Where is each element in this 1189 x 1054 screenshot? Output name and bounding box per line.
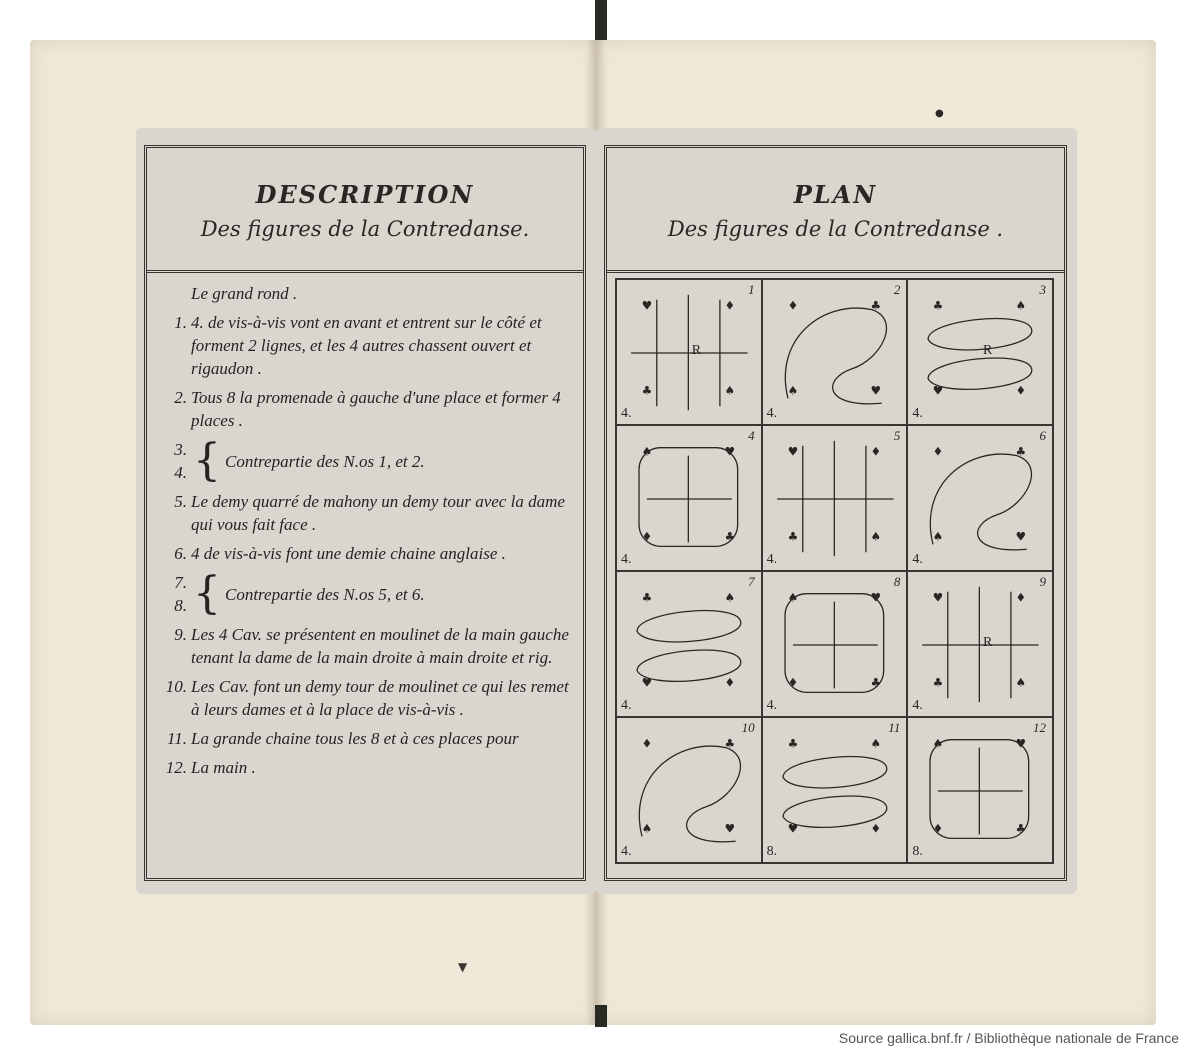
figure-diagram xyxy=(908,718,1052,862)
description-item xyxy=(159,727,575,750)
description-item-number: 10. xyxy=(165,677,187,696)
description-item xyxy=(159,490,575,536)
figure-grid xyxy=(615,278,1054,864)
dancer-marker-icon: ♣ xyxy=(1015,444,1027,459)
dancer-marker-icon: ♣ xyxy=(932,675,944,690)
path-loop xyxy=(928,319,1032,350)
figure-diagram xyxy=(763,280,907,424)
figure-dancer-count: 4. xyxy=(621,406,632,421)
dancer-marker-icon: ♠ xyxy=(787,590,798,605)
description-item-number: 6. xyxy=(174,544,187,563)
figure-dancer-count: 8. xyxy=(766,844,778,859)
dancer-marker-icon: ♥ xyxy=(870,383,881,398)
dancer-marker-icon: ♦ xyxy=(1015,383,1027,398)
dancer-marker-icon: ♥ xyxy=(870,590,881,605)
dancer-marker-icon: ♣ xyxy=(724,736,736,751)
description-subtitle: Des figures de la Contredanse. xyxy=(200,217,530,241)
path-loop xyxy=(783,757,887,788)
description-item-number: 11. xyxy=(167,729,187,748)
figure-number: 1 xyxy=(748,282,755,297)
dancer-marker-icon: ♣ xyxy=(932,298,944,313)
description-item-number: 7. xyxy=(174,573,187,592)
figure-number: 7 xyxy=(748,574,755,589)
figure-number: 9 xyxy=(1039,574,1046,589)
description-header xyxy=(147,148,583,273)
dancer-marker-icon: ♣ xyxy=(1015,821,1027,836)
dancer-marker-icon: ♣ xyxy=(641,383,653,398)
dancer-marker-icon: ♥ xyxy=(1015,529,1027,544)
figure-dancer-count: 4. xyxy=(621,698,632,713)
description-item-numbers xyxy=(159,438,189,484)
description-item xyxy=(159,542,575,565)
brace-icon: { xyxy=(193,435,221,486)
dancer-marker-icon: ♠ xyxy=(641,821,653,836)
dancer-marker-icon: ♠ xyxy=(1015,675,1027,690)
dancer-marker-icon: ♣ xyxy=(641,590,653,605)
ink-dot-ornament: ● xyxy=(935,108,944,119)
description-list xyxy=(159,282,575,785)
figure-cell xyxy=(907,425,1053,571)
figure-number: 10 xyxy=(741,720,755,735)
description-item-text: Les 4 Cav. se présentent en moulinet de la main gauche tenant la dame de la main droite à main droite et rig. xyxy=(191,625,569,667)
description-frame xyxy=(144,145,586,881)
figure-number: 2 xyxy=(893,282,901,297)
dancer-marker-icon: ♠ xyxy=(870,736,881,751)
description-item-text: Le grand rond . xyxy=(191,284,298,303)
dancer-marker-icon: ♠ xyxy=(932,529,944,544)
description-item xyxy=(159,311,575,380)
dancer-marker-icon: ♦ xyxy=(724,298,736,313)
figure-cell xyxy=(762,425,908,571)
dancer-marker-icon: ♣ xyxy=(787,529,798,544)
figure-dancer-count: 4. xyxy=(621,552,632,567)
description-item-text: Contrepartie des N.os 5, et 6. xyxy=(225,584,425,604)
figure-dancer-count: 4. xyxy=(912,698,923,713)
dancer-marker-icon: ♠ xyxy=(724,590,736,605)
dancer-marker-icon: ♦ xyxy=(787,675,798,690)
figure-cell xyxy=(616,279,762,425)
dancer-marker-icon: ♦ xyxy=(787,298,798,313)
dancer-marker-icon: ♥ xyxy=(932,383,944,398)
figure-cell xyxy=(907,279,1053,425)
path-loop xyxy=(637,611,741,642)
description-item-number: 5. xyxy=(174,492,187,511)
dancer-marker-icon: ♦ xyxy=(641,529,653,544)
description-title: DESCRIPTION xyxy=(255,180,475,209)
figure-label: R xyxy=(691,343,702,359)
figure-dancer-count: 4. xyxy=(621,844,632,859)
figure-number: 11 xyxy=(888,720,901,735)
dancer-marker-icon: ♦ xyxy=(1015,590,1027,605)
dancer-marker-icon: ♥ xyxy=(787,444,798,459)
dancer-marker-icon: ♦ xyxy=(870,444,881,459)
bookmark-ribbon-bottom xyxy=(595,1005,607,1027)
description-item-brace xyxy=(159,435,575,486)
description-item xyxy=(159,623,575,669)
dancer-marker-icon: ♣ xyxy=(870,298,881,313)
figure-diagram xyxy=(617,718,761,862)
description-item-text: Le demy quarré de mahony un demy tour avec la dame qui vous fait face . xyxy=(191,492,565,534)
description-item-number: 9. xyxy=(174,625,187,644)
dancer-marker-icon: ♥ xyxy=(724,821,736,836)
figure-number: 4 xyxy=(748,428,755,443)
dancer-marker-icon: ♦ xyxy=(932,444,944,459)
figure-label: R xyxy=(983,343,993,359)
dancer-marker-icon: ♥ xyxy=(724,444,736,459)
figure-cell xyxy=(762,571,908,717)
figure-number: 5 xyxy=(893,428,901,443)
figure-number: 6 xyxy=(1039,428,1046,443)
figure-diagram xyxy=(763,572,907,716)
plan-subtitle: Des figures de la Contredanse . xyxy=(667,217,1004,241)
figure-label: R xyxy=(983,635,993,651)
figure-diagram xyxy=(908,280,1052,424)
figure-dancer-count: 4. xyxy=(766,552,778,567)
figure-dancer-count: 4. xyxy=(912,552,923,567)
description-item-number xyxy=(159,282,191,305)
figure-cell xyxy=(762,717,908,863)
description-item-brace xyxy=(159,568,575,619)
description-item xyxy=(159,756,575,779)
description-item-text: Tous 8 la promenade à gauche d'une place et former 4 places . xyxy=(191,388,561,430)
dancer-marker-icon: ♥ xyxy=(932,590,944,605)
dancer-marker-icon: ♠ xyxy=(1015,298,1027,313)
figure-diagram xyxy=(763,718,907,862)
source-credit[interactable]: Source gallica.bnf.fr / Bibliothèque nationale de France xyxy=(838,1030,1179,1046)
description-item-numbers xyxy=(159,571,189,617)
dancer-marker-icon: ♥ xyxy=(787,821,798,836)
figure-diagram xyxy=(617,572,761,716)
figure-cell xyxy=(762,279,908,425)
figure-cell xyxy=(907,717,1053,863)
figure-cell xyxy=(616,571,762,717)
page-ornament: ▼ xyxy=(458,960,468,974)
figure-number: 8 xyxy=(893,574,901,589)
description-item xyxy=(159,675,575,721)
description-item-number: 4. xyxy=(174,463,187,482)
figure-number: 3 xyxy=(1039,282,1046,297)
figure-diagram xyxy=(908,426,1052,570)
dancer-marker-icon: ♥ xyxy=(641,298,653,313)
plan-title: PLAN xyxy=(793,180,878,209)
description-item-number: 12. xyxy=(165,758,187,777)
dancer-marker-icon: ♠ xyxy=(932,736,944,751)
dancer-marker-icon: ♠ xyxy=(870,529,881,544)
dancer-marker-icon: ♦ xyxy=(932,821,944,836)
dancer-marker-icon: ♥ xyxy=(641,675,653,690)
figure-number: 12 xyxy=(1033,720,1046,735)
description-item-text: La main . xyxy=(191,758,256,777)
plan-header xyxy=(607,148,1064,273)
figure-dancer-count: 4. xyxy=(766,406,778,421)
figure-dancer-count: 4. xyxy=(766,698,778,713)
brace-icon: { xyxy=(193,568,221,619)
description-item-text: Les Cav. font un demy tour de moulinet ce qui les remet à leurs dames et à la place de vis-à-vis . xyxy=(191,677,569,719)
dancer-marker-icon: ♠ xyxy=(641,444,653,459)
figure-diagram xyxy=(763,426,907,570)
figure-dancer-count: 4. xyxy=(912,406,923,421)
dancer-marker-icon: ♦ xyxy=(870,821,881,836)
figure-diagram xyxy=(908,572,1052,716)
figure-dancer-count: 8. xyxy=(912,844,923,859)
plan-frame xyxy=(604,145,1067,881)
figure-cell xyxy=(616,717,762,863)
description-item-number: 1. xyxy=(174,313,187,332)
dancer-marker-icon: ♣ xyxy=(787,736,798,751)
description-item-text: 4. de vis-à-vis vont en avant et entrent sur le côté et forment 2 lignes, et les 4 autres chassent ouvert et rigaudon . xyxy=(191,313,542,378)
dancer-marker-icon: ♠ xyxy=(787,383,798,398)
description-item-text: 4 de vis-à-vis font une demie chaine anglaise . xyxy=(191,544,506,563)
dancer-marker-icon: ♥ xyxy=(1015,736,1027,751)
dancer-marker-icon: ♣ xyxy=(870,675,881,690)
figure-diagram xyxy=(617,280,761,424)
figure-cell xyxy=(907,571,1053,717)
dancer-marker-icon: ♠ xyxy=(724,383,736,398)
description-item xyxy=(159,386,575,432)
description-item-text: La grande chaine tous les 8 et à ces places pour xyxy=(191,729,519,748)
dancer-marker-icon: ♦ xyxy=(724,675,736,690)
figure-cell xyxy=(616,425,762,571)
description-item-text: Contrepartie des N.os 1, et 2. xyxy=(225,451,425,471)
bookmark-ribbon-top xyxy=(595,0,607,44)
figure-diagram xyxy=(617,426,761,570)
description-item-number: 2. xyxy=(174,388,187,407)
description-item-number: 8. xyxy=(174,596,187,615)
dancer-marker-icon: ♦ xyxy=(641,736,653,751)
description-item-number: 3. xyxy=(174,440,187,459)
dancer-marker-icon: ♣ xyxy=(724,529,736,544)
description-item xyxy=(159,282,575,305)
